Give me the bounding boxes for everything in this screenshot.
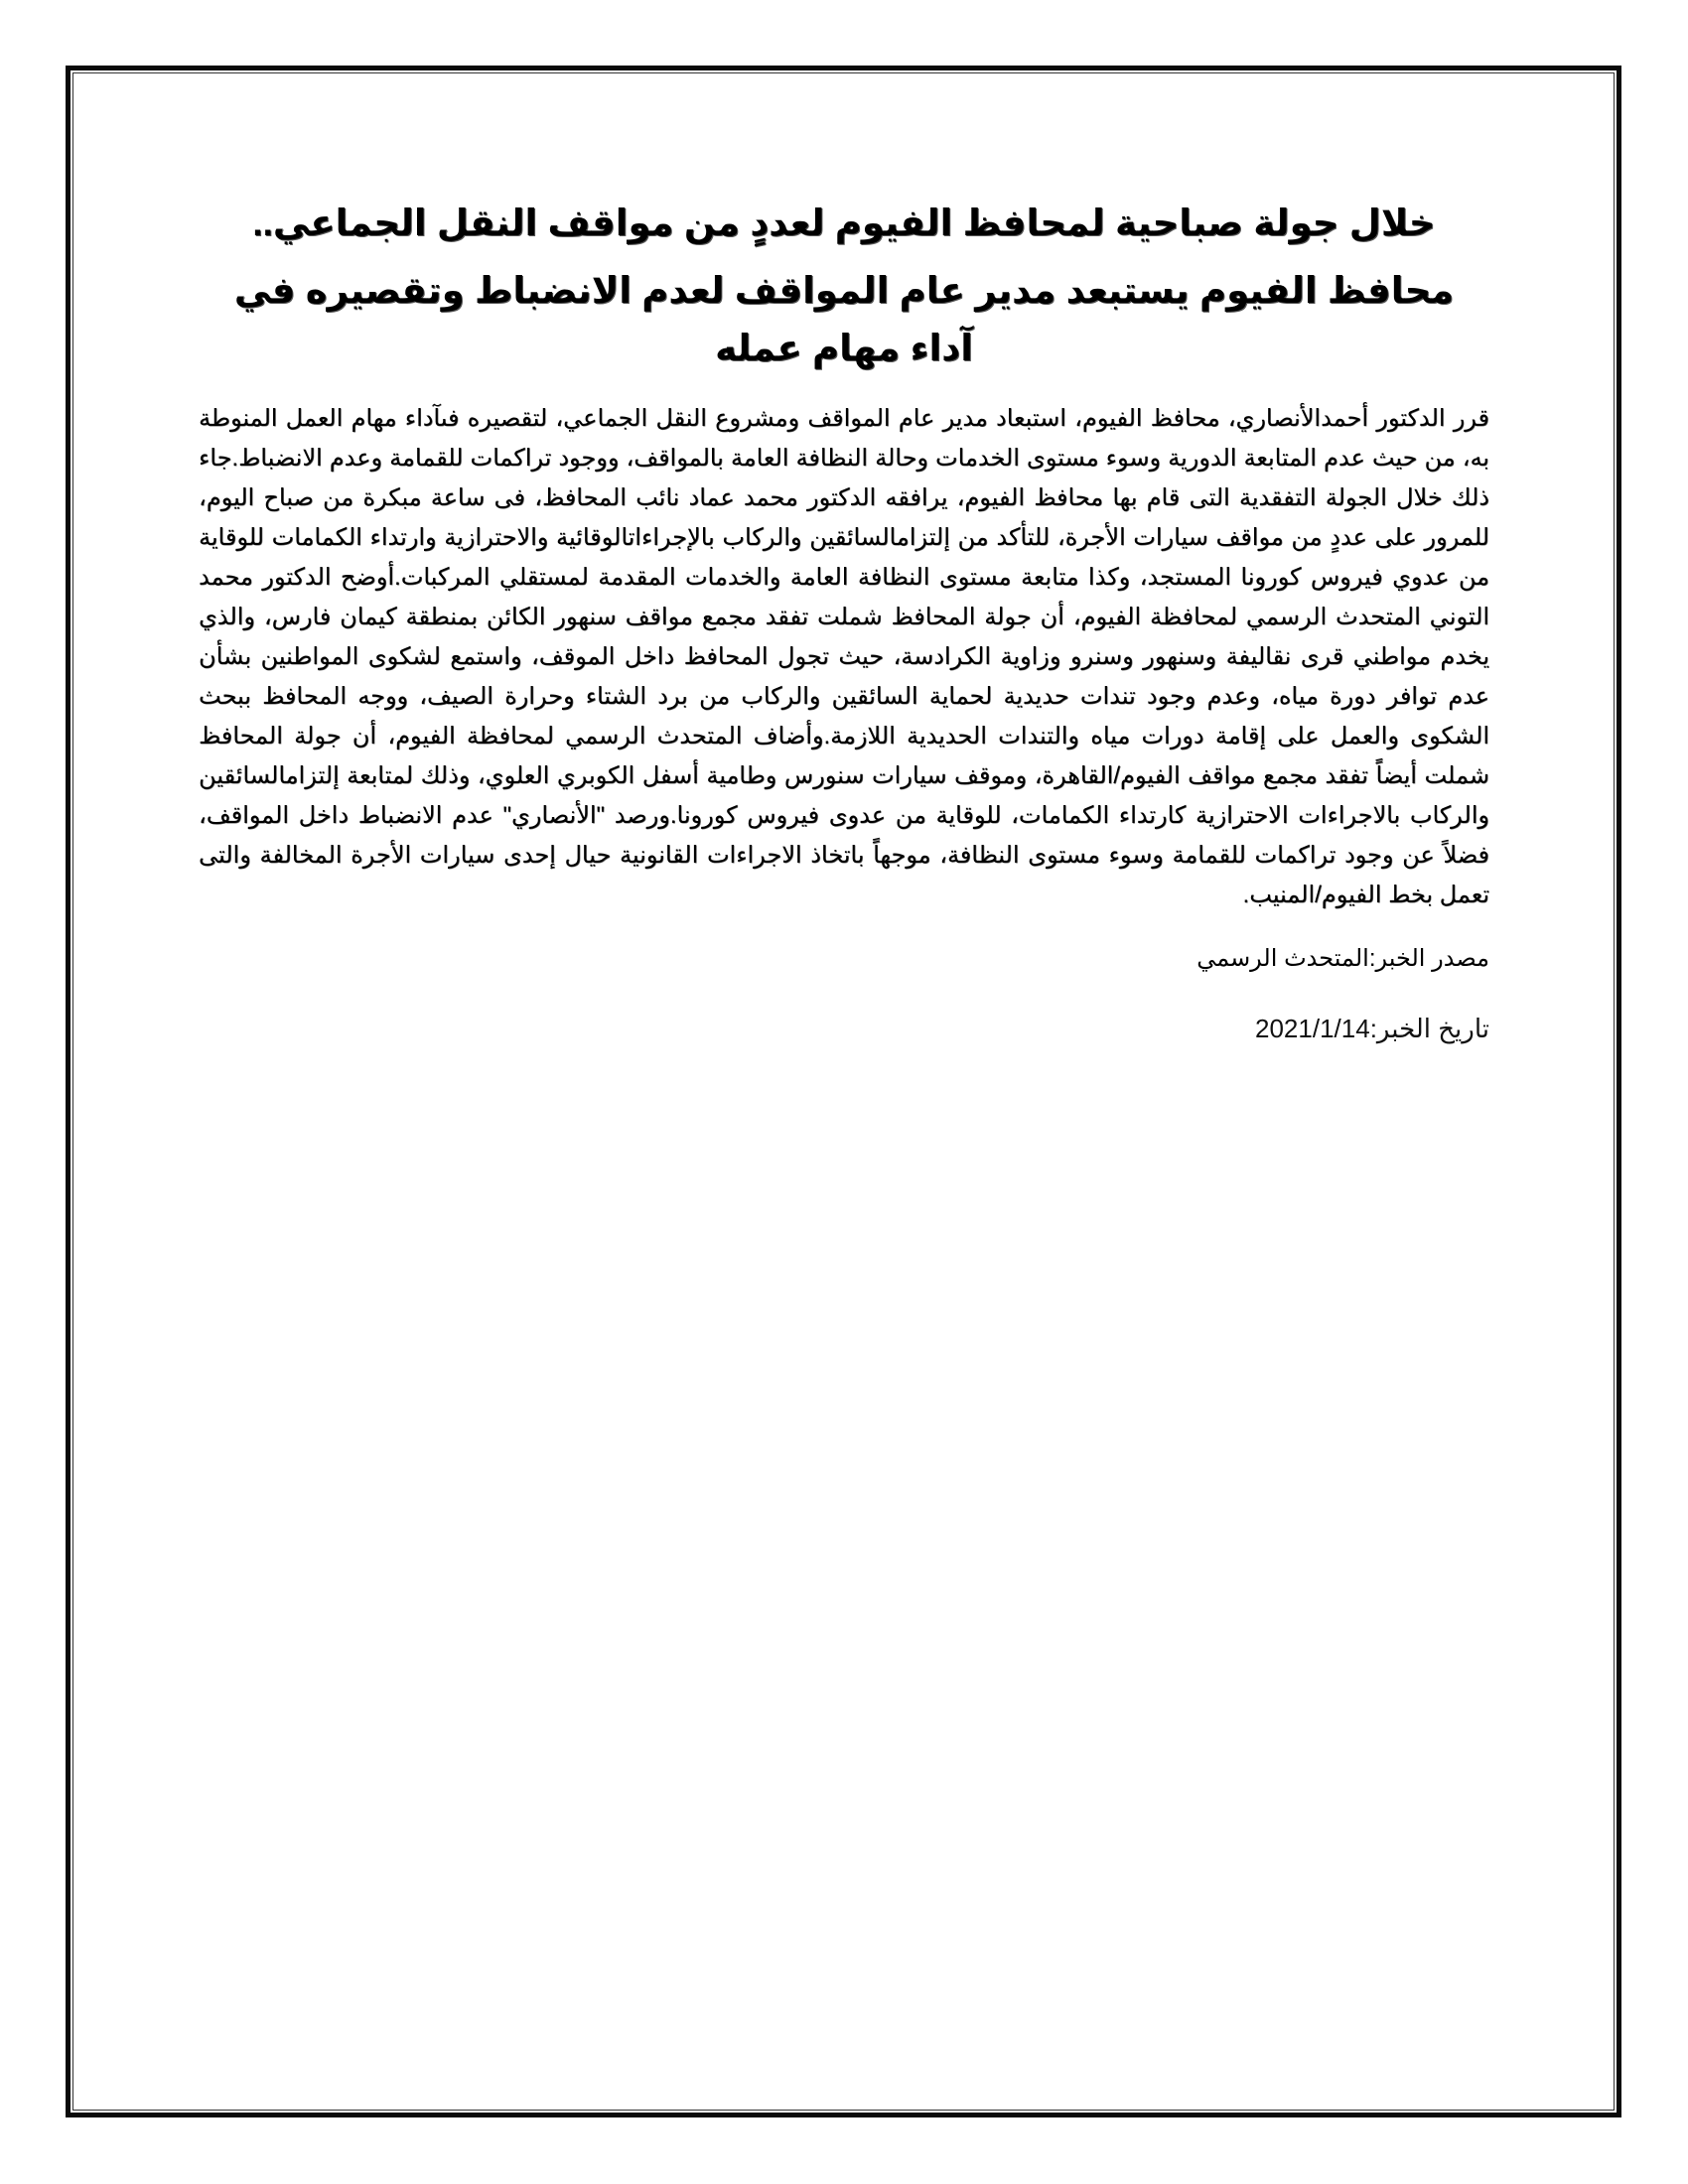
document-content: [199, 179, 1489, 1048]
news-source: مصدر الخبر:المتحدث الرسمي: [1196, 945, 1489, 972]
headline-main: خلال جولة صباحية لمحافظ الفيوم لعددٍ من مواقف النقل الجماعي..: [252, 203, 1436, 243]
article-body: قرر الدكتور أحمدالأنصاري، محافظ الفيوم، استبعاد مدير عام المواقف ومشروع النقل الجماعي، لتقصيره فىآداء مهام العمل المنوطة به، من حيث عدم المتابعة الدورية وسوء مستوى الخدمات وحالة النظافة العامة بالمواقف، ووجود تراكمات للقمامة وعدم الانضباط.جاء ذلك خلال الجولة التفقدية التى قام بها محافظ الفيوم، يرافقه الدكتور محمد عماد نائب المحافظ، فى ساعة مبكرة من صباح اليوم، للمرور على عددٍ من مواقف سيارات الأجرة، للتأكد من إلتزامالسائقين والركاب بالإجراءاتالوقائية والاحترازية وارتداء الكمامات للوقاية من عدوي فيروس كورونا المستجد، وكذا متابعة مستوى النظافة العامة والخدمات المقدمة لمستقلي المركبات.أوضح الدكتور محمد التوني المتحدث الرسمي لمحافظة الفيوم، أن جولة المحافظ شملت تفقد مجمع مواقف سنهور الكائن بمنطقة كيمان فارس، والذي يخدم مواطني قرى نقاليفة وسنهور وسنرو وزاوية الكرادسة، حيث تجول المحافظ داخل الموقف، واستمع لشكوى المواطنين بشأن عدم توافر دورة مياه، وعدم وجود تندات حديدية لحماية السائقين والركاب من برد الشتاء وحرارة الصيف، ووجه المحافظ ببحث الشكوى والعمل على إقامة دورات مياه والتندات الحديدية اللازمة.وأضاف المتحدث الرسمي لمحافظة الفيوم، أن جولة المحافظ شملت أيضاً تفقد مجمع مواقف الفيوم/القاهرة، وموقف سيارات سنورس وطامية أسفل الكوبري العلوي، وذلك لمتابعة إلتزامالسائقين والركاب بالاجراءات الاحترازية كارتداء الكمامات، للوقاية من عدوى فيروس كورونا.ورصد "الأنصاري" عدم الانضباط داخل المواقف، فضلاً عن وجود تراكمات للقمامة وسوء مستوى النظافة، موجهاً باتخاذ الاجراءات القانونية حيال إحدى سيارات الأجرة المخالفة والتى تعمل بخط الفيوم/المنيب.: [199, 405, 1489, 908]
headline-sub: محافظ الفيوم يستبعد مدير عام المواقف لعدم الانضباط وتقصيره في آداء مهام عمله: [233, 270, 1455, 368]
news-date: تاريخ الخبر:2021/1/14: [1255, 1014, 1489, 1043]
